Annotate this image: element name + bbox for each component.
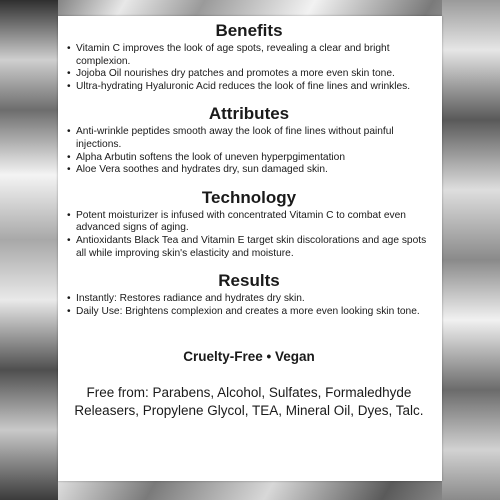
bullet-glyph: •	[67, 209, 71, 221]
list-item-text: Alpha Arbutin softens the look of uneven hyperpgimentation	[76, 151, 346, 163]
spacer	[66, 318, 432, 348]
list-item	[66, 210, 432, 235]
list-item	[66, 152, 432, 165]
list-item-text: Ultra-hydrating Hyaluronic Acid reduces the look of fine lines and wrinkles.	[76, 80, 411, 92]
heading-attributes: Attributes	[208, 104, 290, 124]
spacer	[66, 366, 432, 384]
list-item	[66, 68, 432, 81]
list-item-text: Jojoba Oil nourishes dry patches and promotes a more even skin tone.	[76, 68, 395, 80]
list-item-text: Daily Use: Brightens complexion and creates a more even looking skin tone.	[76, 305, 420, 317]
section-benefits	[66, 20, 432, 93]
spacer	[66, 93, 432, 103]
bullet-glyph: •	[67, 80, 71, 92]
list-item-text: Instantly: Restores radiance and hydrates dry skin.	[76, 293, 305, 305]
bullet-glyph: •	[67, 126, 71, 138]
bullet-glyph: •	[67, 234, 71, 246]
list-item-text: Aloe Vera soothes and hydrates dry, sun damaged skin.	[76, 164, 328, 176]
benefits-list	[66, 43, 432, 93]
bullet-glyph: •	[67, 305, 71, 317]
heading-technology: Technology	[201, 187, 297, 207]
heading-benefits: Benefits	[215, 21, 283, 40]
list-item-text: Antioxidants Black Tea and Vitamin E target skin discolorations and age spots all while improving skin's elasticity and moisture.	[76, 234, 427, 259]
bullet-glyph: •	[67, 164, 71, 176]
section-results	[66, 270, 432, 318]
list-item	[66, 306, 432, 319]
list-item	[66, 43, 432, 68]
silver-frame-left	[0, 0, 58, 500]
section-technology	[66, 187, 432, 260]
bullet-glyph: •	[67, 151, 71, 163]
list-item-text: Vitamin C improves the look of age spots, revealing a clear and bright complexion.	[76, 43, 390, 67]
silver-frame-right	[442, 0, 500, 500]
section-attributes	[66, 103, 432, 176]
free-from-statement: Free from: Parabens, Alcohol, Sulfates, Formaledhyde Releasers, Propylene Glycol, TEA, Mineral Oil, Dyes, Talc.	[74, 385, 424, 419]
attributes-list	[66, 126, 432, 176]
bullet-glyph: •	[67, 293, 71, 305]
list-item	[66, 293, 432, 306]
list-item	[66, 81, 432, 94]
list-item	[66, 235, 432, 260]
results-list	[66, 293, 432, 318]
list-item-text: Anti-wrinkle peptides smooth away the look of fine lines without painful injections.	[76, 126, 394, 150]
list-item-text: Potent moisturizer is infused with concentrated Vitamin C to combat even advanced signs of aging.	[76, 209, 406, 234]
technology-list	[66, 210, 432, 260]
label-panel	[58, 16, 442, 481]
bullet-glyph: •	[67, 68, 71, 80]
list-item	[66, 164, 432, 177]
claims-line: Cruelty-Free • Vegan	[183, 349, 315, 365]
list-item	[66, 126, 432, 151]
bullet-glyph: •	[67, 43, 71, 54]
spacer	[66, 177, 432, 187]
heading-results: Results	[218, 271, 280, 291]
spacer	[66, 260, 432, 270]
